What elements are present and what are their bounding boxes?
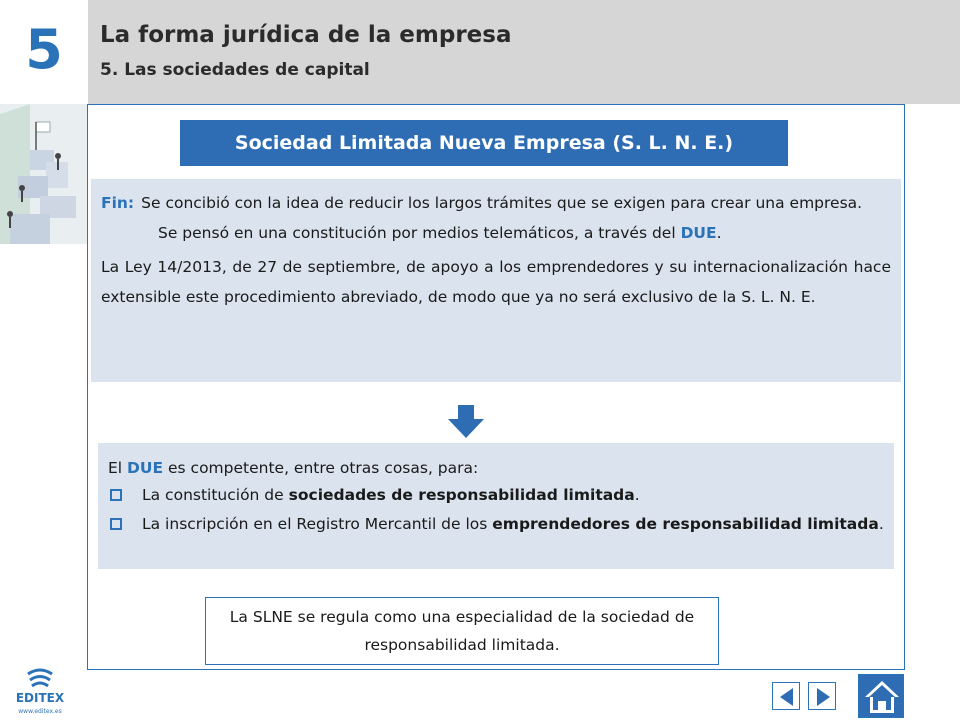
prev-arrow-icon [773, 683, 801, 711]
side-illustration [0, 104, 88, 244]
bullet1-bold: sociedades de responsabilidad limitada [288, 486, 635, 504]
chapter-number: 5 [0, 0, 88, 104]
slne-banner: Sociedad Limitada Nueva Empresa (S. L. N. E.) [180, 120, 788, 166]
due-intro [108, 455, 884, 481]
header-band [88, 0, 960, 104]
due-accent: DUE [680, 224, 717, 242]
home-button[interactable] [858, 674, 904, 718]
fin-line2 [101, 218, 891, 248]
fin-line2-text: Se pensó en una constitución por medios telemáticos, a través del [158, 224, 681, 242]
note-box: La SLNE se regula como una especialidad de la sociedad de responsabilidad limitada. [205, 597, 719, 665]
editex-logo [8, 666, 72, 716]
due-intro-end: es competente, entre otras cosas, para: [163, 459, 479, 477]
bullet1-end: . [634, 486, 640, 504]
fin-label: Fin: [101, 194, 135, 212]
logo-name: EDITEX [15, 691, 65, 705]
home-icon [859, 675, 905, 719]
prev-button[interactable] [772, 682, 800, 710]
bullet2-bold: emprendedores de responsabilidad limitada [492, 515, 879, 533]
due-intro-start: El [108, 459, 128, 477]
fin-panel [91, 179, 901, 382]
next-button[interactable] [808, 682, 836, 710]
bullet2-start: La inscripción en el Registro Mercantil de los [142, 515, 493, 533]
page-subtitle: 5. Las sociedades de capital [100, 60, 370, 80]
due-panel [98, 443, 894, 569]
down-arrow-icon [446, 405, 486, 439]
list-item [108, 481, 884, 510]
next-arrow-icon [809, 683, 837, 711]
logo-url: www.editex.es [18, 708, 62, 715]
checkbox-bullet-icon [110, 518, 122, 530]
bullet1-start: La constitución de [142, 486, 289, 504]
page-title: La forma jurídica de la empresa [100, 22, 512, 48]
bullet2-end: . [878, 515, 884, 533]
fin-line1-text: Se concibió con la idea de reducir los largos trámites que se exigen para crear una empresa. [141, 194, 863, 212]
fin-paragraph: La Ley 14/2013, de 27 de septiembre, de apoyo a los emprendedores y su internacionalización hace extensible este procedimiento abreviado, de modo que ya no será exclusivo de la S. L. N. E. [101, 258, 891, 306]
fin-line1 [101, 188, 891, 218]
list-item [108, 510, 884, 539]
fin-line2-end: . [716, 224, 722, 242]
checkbox-bullet-icon [110, 489, 122, 501]
due-accent-2: DUE [127, 459, 164, 477]
